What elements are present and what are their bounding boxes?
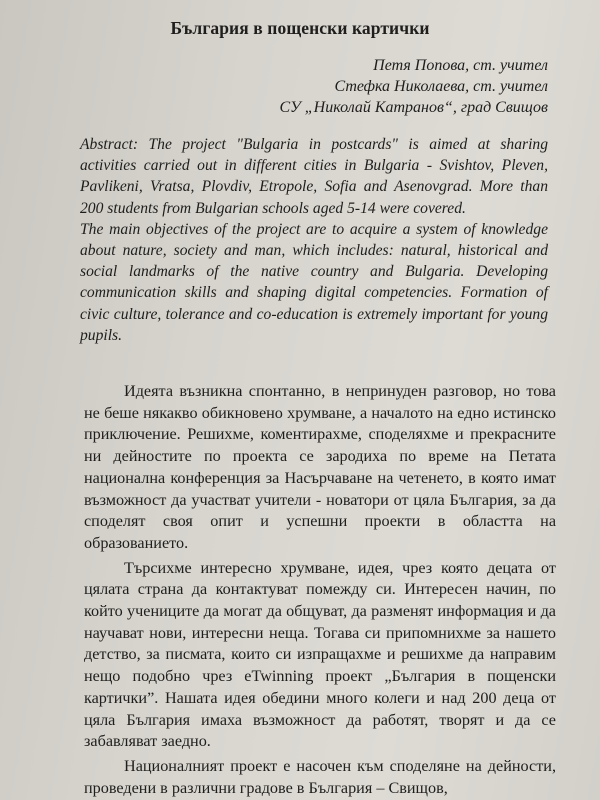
- abstract-paragraph: Abstract: The project "Bulgaria in postcards" is aimed at sharing activities carried out in different cities in Bulgaria - Svishtov, Pleven, Pavlikeni, Vratsa, Plovdiv, Etropole, Sofia and Asenovgrad. More than 200 students from Bulgarian schools aged 5-14 were covered.: [80, 136, 548, 217]
- author-line: Петя Попова, ст. учител: [373, 57, 548, 74]
- author-line: Стефка Николаева, ст. учител: [334, 78, 548, 95]
- article-title: България в пощенски картички: [170, 18, 430, 38]
- body-paragraph: Националният проект е насочен към споделяне на дейности, проведени в различни градове в България – Свищов,: [84, 756, 556, 797]
- body-text: [84, 381, 556, 800]
- author-block: [280, 55, 548, 118]
- body-paragraph: Търсихме интересно хрумване, идея, чрез която децата от цялата страна да контактуват помежду си. Интересен начин, по който учениците да могат да общуват, да разменят информация и да научават нови, интересни неща. Тогава си припомнихме за нашето детство, за писмата, които си изпращахме и решихме да направим нещо подобно чрез eTwinning проект „България в пощенски картички”. Нашата идея обедини много колеги и над 200 деца от цяла България имаха възможност да работят, творят и да се забавляват заедно.: [84, 558, 556, 751]
- abstract-paragraph: The main objectives of the project are to acquire a system of knowledge about nature, society and man, which includes: natural, historical and social landmarks of the native country and Bulgaria. Developing communication skills and shaping digital competencies. Formation of civic culture, tolerance and co-education is extremely important for young pupils.: [80, 220, 548, 344]
- abstract: [80, 134, 548, 346]
- school-line: СУ „Николай Катранов“, град Свищов: [279, 99, 548, 116]
- body-paragraph: Идеята възникна спонтанно, в непринуден разговор, но това не беше някакво обикновено хрумване, а началото на едно истинско приключение. Решихме, коментирахме, споделяхме и прекрасните ни дейностите по проекта се зародиха по време на Петата национална конференция за Насърчаване на четенето, в която имат възможност да участват учители - новатори от цяла България, за да споделят своя опит и успешни проекти в областта на образованието.: [84, 382, 556, 552]
